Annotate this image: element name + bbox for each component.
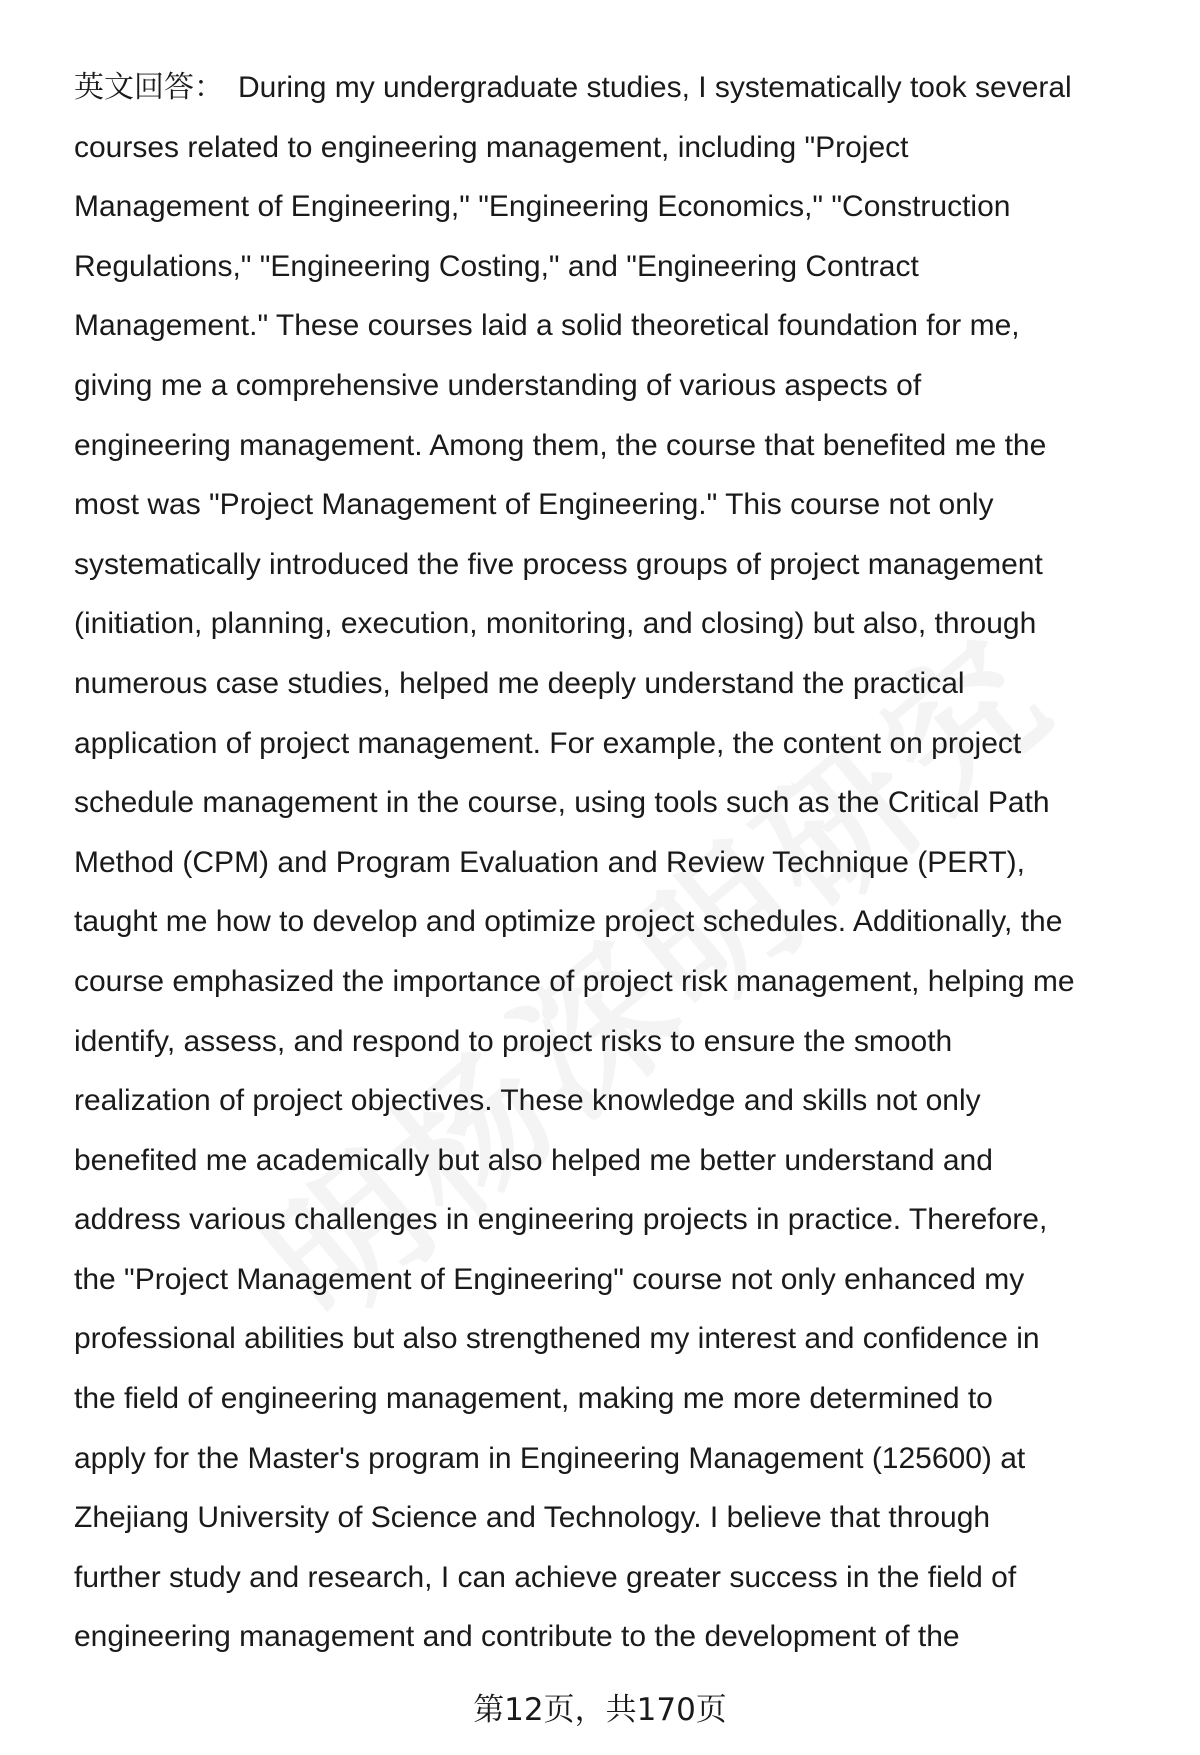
answer-body [74,58,1164,1667]
text-line: course emphasized the importance of project risk management, helping me [74,964,1075,998]
text-line: giving me a comprehensive understanding of various aspects of [74,368,922,402]
text-line: Zhejiang University of Science and Technology. I believe that through [74,1501,991,1535]
text-line: engineering management and contribute to the development of the [74,1620,960,1654]
text-line: the field of engineering management, making me more determined to [74,1382,993,1416]
answer-label: 英文回答： [74,70,224,105]
text-line: courses related to engineering management, including "Project [74,130,909,164]
text-line [74,58,1164,118]
text-line: address various challenges in engineering projects in practice. Therefore, [74,1203,1048,1237]
text-line-content: During my undergraduate studies, I systematically took several [238,71,1072,104]
text-line: Management." These courses laid a solid theoretical foundation for me, [74,309,1020,343]
text-line: systematically introduced the five process groups of project management [74,547,1043,581]
text-line: professional abilities but also strengthened my interest and confidence in [74,1322,1040,1356]
text-line: Management of Engineering," "Engineering Economics," "Construction [74,190,1011,224]
text-line: identify, assess, and respond to project risks to ensure the smooth [74,1024,953,1058]
text-line: realization of project objectives. These knowledge and skills not only [74,1084,981,1118]
text-line: the "Project Management of Engineering" course not only enhanced my [74,1262,1025,1296]
text-line: most was "Project Management of Engineering." This course not only [74,488,994,522]
text-line: application of project management. For example, the content on project [74,726,1022,760]
text-line: numerous case studies, helped me deeply understand the practical [74,666,965,700]
text-line: engineering management. Among them, the course that benefited me the [74,428,1047,462]
text-line: benefited me academically but also helped me better understand and [74,1143,993,1177]
text-line: further study and research, I can achieve greater success in the field of [74,1560,1017,1594]
page-indicator: 第12页，共170页 [473,1692,727,1728]
text-line: schedule management in the course, using tools such as the Critical Path [74,786,1050,820]
text-line: Method (CPM) and Program Evaluation and Review Technique (PERT), [74,845,1026,879]
text-line: taught me how to develop and optimize project schedules. Additionally, the [74,905,1063,939]
text-line: apply for the Master's program in Engineering Management (125600) at [74,1441,1026,1475]
text-line: Regulations," "Engineering Costing," and "Engineering Contract [74,249,919,283]
text-line: (initiation, planning, execution, monitoring, and closing) but also, through [74,607,1037,641]
